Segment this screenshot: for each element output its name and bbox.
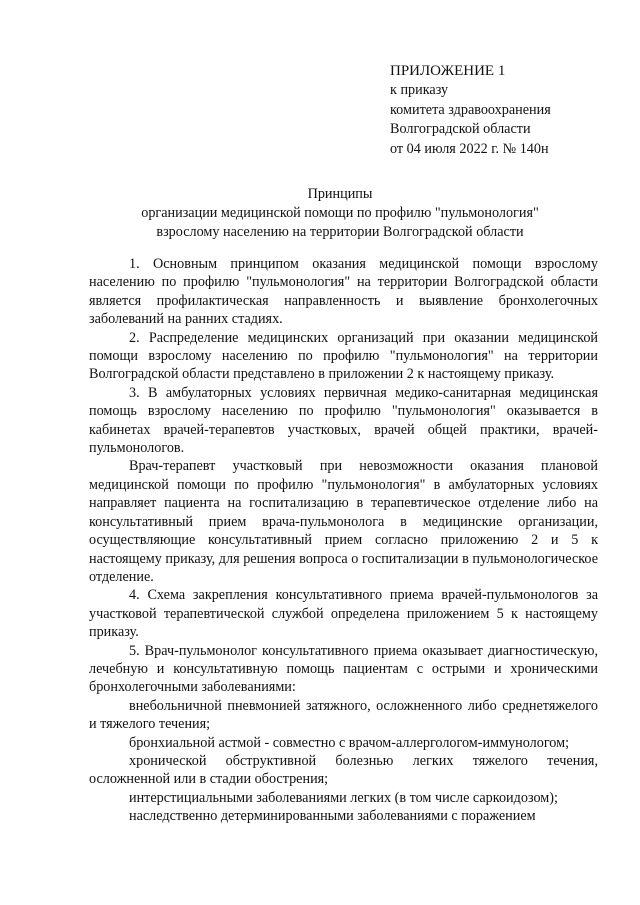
title-line-3: взрослому населению на территории Волгоградской области: [156, 224, 524, 240]
appendix-label: ПРИЛОЖЕНИЕ 1: [390, 63, 506, 79]
title-line-1: Принципы: [307, 186, 373, 202]
appendix-header: [390, 62, 620, 159]
paragraph-5: 5. Врач-пульмонолог консультативного приема оказывает диагностическую, лечебную и консультативную помощь пациентам с острыми и хроническими бронхолегочными заболеваниями:: [89, 642, 598, 696]
document-body: [89, 255, 598, 826]
paragraph-4: 4. Схема закрепления консультативного приема врачей-пульмонологов за участковой терапевтической службой определена приложением 5 к настоящему приказу.: [89, 587, 598, 641]
list-item-asthma: бронхиальной астмой - совместно с врачом-аллергологом-иммунологом;: [129, 734, 570, 751]
list-item-hereditary: наследственно детерминированными заболеваниями с поражением: [129, 808, 536, 825]
paragraph-3: 3. В амбулаторных условиях первичная медико-санитарная медицинская помощь взрослому населению по профилю "пульмонология" оказывается в кабинетах врачей-терапевтов участковых, врачей общей практики, врачей-пульмонологов.: [89, 384, 598, 457]
title-line-2: организации медицинской помощи по профилю "пульмонология": [141, 205, 539, 221]
appendix-order-line: к приказу: [390, 82, 449, 99]
appendix-region-line: Волгоградской области: [390, 121, 531, 138]
paragraph-2: 2. Распределение медицинских организаций при оказании медицинской помощи взрослому населению по профилю "пульмонология" на территории Волгоградской области представлено в приложении 2 к настоящему приказу.: [89, 329, 598, 383]
document-title: [90, 185, 590, 242]
list-item-pneumonia: внебольничной пневмонией затяжного, осложненного либо среднетяжелого и тяжелого течения;: [89, 697, 598, 733]
list-item-copd: хронической обструктивной болезнью легких тяжелого течения, осложненной или в стадии обострения;: [89, 752, 598, 788]
paragraph-3-continuation: Врач-терапевт участковый при невозможности оказания плановой медицинской помощи по профилю "пульмонология" в амбулаторных условиях направляет пациента на госпитализацию в терапевтическое отделение либо на консультативный прием врача-пульмонолога в медицинские организации, осуществляющие консультативный прием согласно приложению 2 и 5 к настоящему приказу, для решения вопроса о госпитализации в пульмонологическое отделение.: [89, 458, 598, 585]
appendix-committee-line: комитета здравоохранения: [390, 101, 551, 118]
list-item-interstitial: интерстициальными заболеваниями легких (в том числе саркоидозом);: [129, 789, 558, 806]
paragraph-1: 1. Основным принципом оказания медицинской помощи взрослому населению по профилю "пульмонология" на территории Волгоградской области является профилактическая направленность и выявление бронхолегочных заболеваний на ранних стадиях.: [89, 256, 598, 328]
appendix-date-line: от 04 июля 2022 г. № 140н: [390, 140, 549, 157]
